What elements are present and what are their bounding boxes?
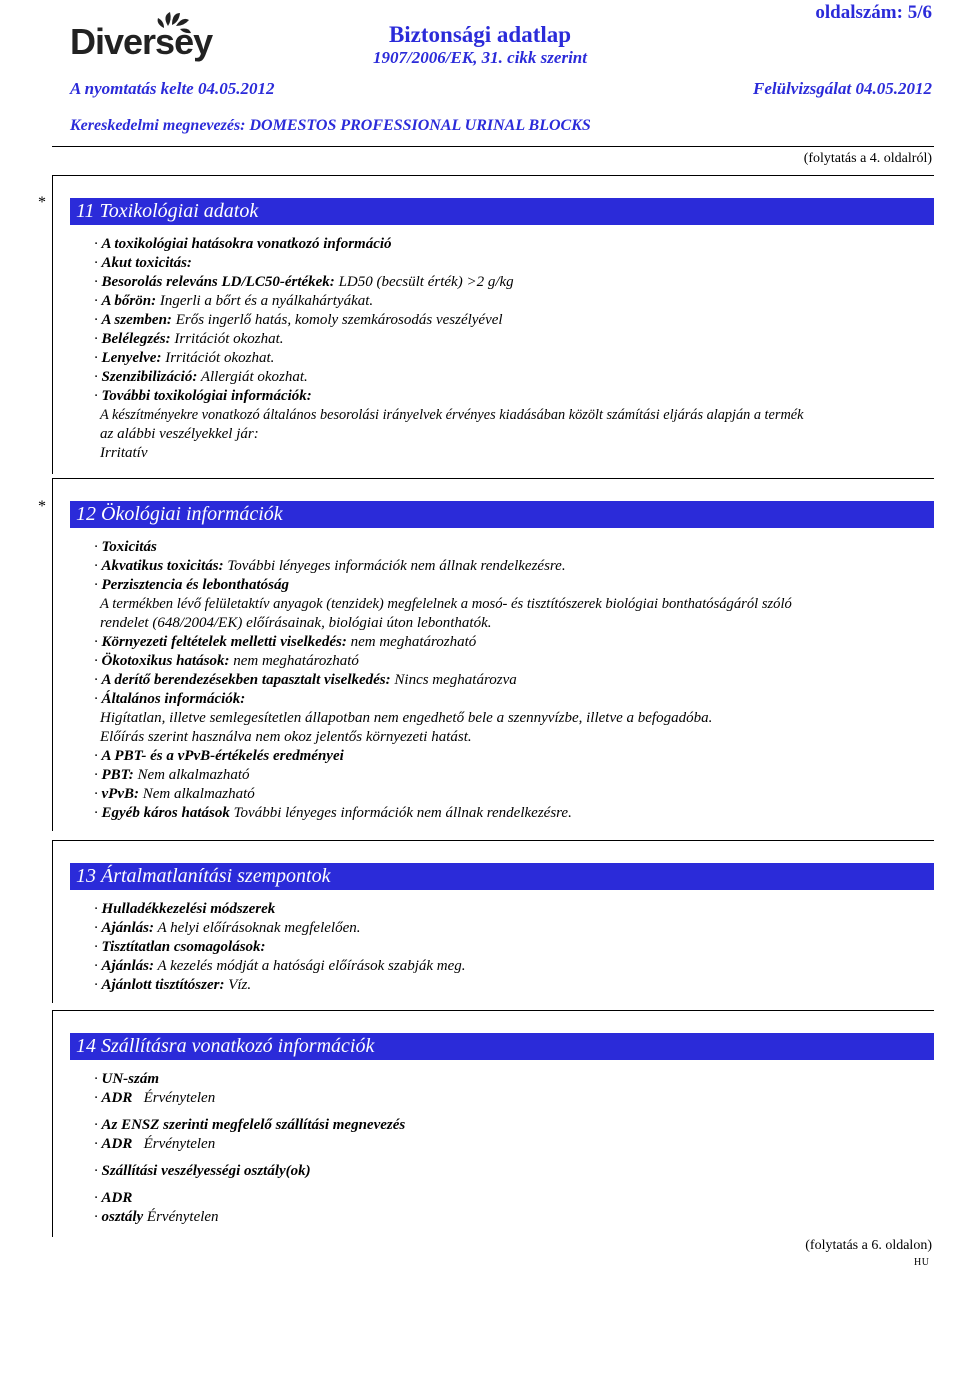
section-title: 12 Ökológiai információk xyxy=(70,501,934,528)
text-line: · Ajánlás: A kezelés módját a hatósági előírások szabják meg. xyxy=(94,958,466,974)
review-date: Felülvizsgálat 04.05.2012 xyxy=(753,79,932,98)
text-line: · A toxikológiai hatásokra vonatkozó információ xyxy=(94,236,392,252)
section-14 xyxy=(52,1010,934,1237)
text-line: A termékben lévő felületaktív anyagok (tenzidek) megfelelnek a mosó- és tisztítószerek biológiai bonthatóságáról szóló xyxy=(100,596,792,612)
text-line: · Ajánlott tisztítószer: Víz. xyxy=(94,977,252,993)
text-line: · Belélegzés: Irritációt okozhat. xyxy=(94,331,284,347)
text-line: · Besorolás releváns LD/LC50-értékek: LD50 (becsült érték) >2 g/kg xyxy=(94,274,514,290)
svg-text:Diversey: Diversey xyxy=(70,21,213,62)
text-line: · vPvB: Nem alkalmazható xyxy=(94,786,255,802)
text-line: · További toxikológiai információk: xyxy=(94,388,312,404)
text-line: · Akut toxicitás: xyxy=(94,255,192,271)
text-line: az alábbi veszélyekkel jár: xyxy=(100,426,259,442)
document-title: Biztonsági adatlap xyxy=(388,22,572,47)
regulation-reference: 1907/2006/EK, 31. cikk szerint xyxy=(373,48,587,67)
text-line: · ADR Érvénytelen xyxy=(94,1090,216,1106)
text-line: · Lenyelve: Irritációt okozhat. xyxy=(94,350,275,366)
text-line: · Egyéb káros hatások További lényeges információk nem állnak rendelkezésre. xyxy=(94,805,572,821)
text-line: · A PBT- és a vPvB-értékelés eredményei xyxy=(94,748,344,764)
section-body xyxy=(53,890,934,995)
text-line: A készítményekre vonatkozó általános besorolási irányelvek érvényes kiadásában közölt számítási eljárás alapján a termék xyxy=(100,407,804,423)
text-line: · ADR Érvénytelen xyxy=(94,1136,216,1152)
text-line: · ADR xyxy=(94,1190,133,1206)
continued-from-note: (folytatás a 4. oldalról) xyxy=(803,151,932,166)
header-divider xyxy=(52,146,934,147)
revision-marker: * xyxy=(38,194,46,211)
text-line: · Akvatikus toxicitás: További lényeges információk nem állnak rendelkezésre. xyxy=(94,558,566,574)
text-line: · A derítő berendezésekben tapasztalt viselkedés: Nincs meghatározva xyxy=(94,672,517,688)
print-date: A nyomtatás kelte 04.05.2012 xyxy=(70,79,275,98)
section-title: 11 Toxikológiai adatok xyxy=(70,198,934,225)
section-12 xyxy=(52,478,934,831)
text-line: · Az ENSZ szerinti megfelelő szállítási megnevezés xyxy=(94,1117,406,1133)
continued-to-note: (folytatás a 6. oldalon) xyxy=(805,1238,932,1253)
section-title: 14 Szállításra vonatkozó információk xyxy=(70,1033,934,1060)
text-line: · UN-szám xyxy=(94,1071,160,1087)
text-line: Higítatlan, illetve semlegesítetlen állapotban nem engedhető bele a szennyvízbe, illetve a befogadóba. xyxy=(100,710,713,726)
section-13 xyxy=(52,840,934,1003)
text-line: · A bőrön: Ingerli a bőrt és a nyálkahártyákat. xyxy=(94,293,374,309)
text-line: · A szemben: Erős ingerlő hatás, komoly szemkárosodás veszélyével xyxy=(94,312,503,328)
text-line: · Perzisztencia és lebonthatóság xyxy=(94,577,290,593)
text-line: · Szállítási veszélyességi osztály(ok) xyxy=(94,1163,311,1179)
text-line: rendelet (648/2004/EK) előírásainak, biológiai úton lebonthatók. xyxy=(100,615,492,631)
text-line: · Szenzibilizáció: Allergiát okozhat. xyxy=(94,369,308,385)
text-line: · Ökotoxikus hatások: nem meghatározható xyxy=(94,653,359,669)
revision-marker: * xyxy=(38,498,46,515)
spacer xyxy=(94,1181,934,1189)
section-body xyxy=(53,528,934,823)
text-line: Előírás szerint használva nem okoz jelentős környezeti hatást. xyxy=(100,729,472,745)
spacer xyxy=(94,1108,934,1116)
text-line: · PBT: Nem alkalmazható xyxy=(94,767,250,783)
text-line: · Toxicitás xyxy=(94,539,157,555)
text-line: · Környezeti feltételek melletti viselkedés: nem meghatározható xyxy=(94,634,477,650)
text-line: · Általános információk: xyxy=(94,691,246,707)
trade-name: Kereskedelmi megnevezés: DOMESTOS PROFESSIONAL URINAL BLOCKS xyxy=(70,117,591,134)
spacer xyxy=(94,1154,934,1162)
section-body xyxy=(53,225,934,463)
text-line: · Tisztítatlan csomagolások: xyxy=(94,939,266,955)
section-11 xyxy=(52,175,934,474)
section-body xyxy=(53,1060,934,1227)
language-code: HU xyxy=(914,1257,930,1268)
text-line: · osztály Érvénytelen xyxy=(94,1209,219,1225)
text-line: Irritatív xyxy=(100,445,148,461)
section-title: 13 Ártalmatlanítási szempontok xyxy=(70,863,934,890)
text-line: · Hulladékkezelési módszerek xyxy=(94,901,276,917)
text-line: · Ajánlás: A helyi előírásoknak megfelelően. xyxy=(94,920,361,936)
page-number: oldalszám: 5/6 xyxy=(815,2,932,23)
